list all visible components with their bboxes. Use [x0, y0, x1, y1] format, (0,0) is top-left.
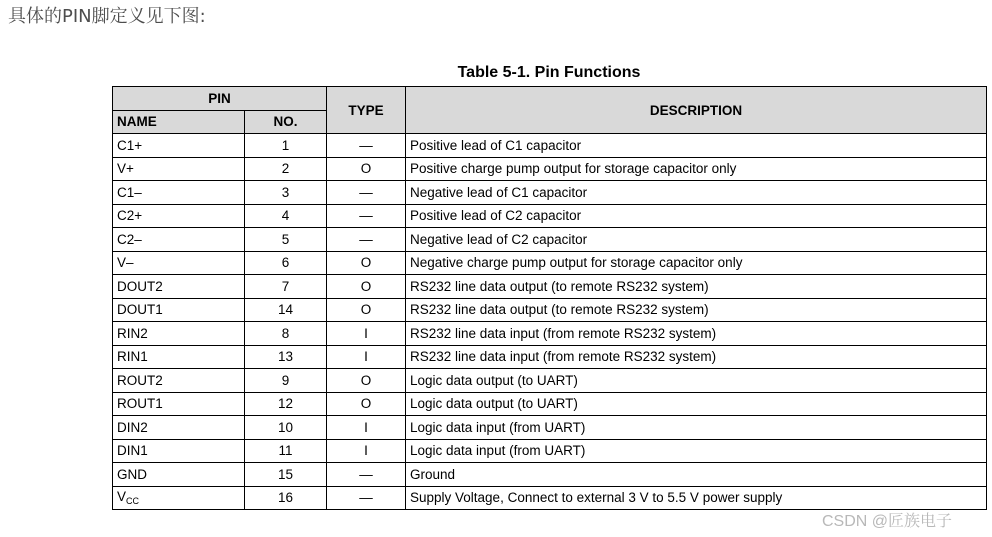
pin-description: RS232 line data input (from remote RS232 system) [406, 322, 987, 346]
pin-name: DIN1 [113, 439, 245, 463]
header-pin: PIN [113, 87, 327, 111]
pin-number: 13 [245, 345, 327, 369]
pin-description: Ground [406, 463, 987, 487]
table-row [113, 298, 987, 322]
pin-number: 11 [245, 439, 327, 463]
pin-name: RIN2 [113, 322, 245, 346]
table-row [113, 275, 987, 299]
pin-type: — [327, 228, 406, 252]
pin-type: — [327, 181, 406, 205]
table-row [113, 204, 987, 228]
pin-type: O [327, 275, 406, 299]
table-body [113, 134, 987, 510]
pin-type: O [327, 369, 406, 393]
pin-type: I [327, 322, 406, 346]
pin-name-subscript: CC [126, 496, 140, 507]
pin-description: Positive lead of C1 capacitor [406, 134, 987, 158]
pin-type: I [327, 439, 406, 463]
pin-name: ROUT1 [113, 392, 245, 416]
pin-description: Positive lead of C2 capacitor [406, 204, 987, 228]
table-row [113, 228, 987, 252]
header-no: NO. [245, 110, 327, 134]
pin-type: O [327, 392, 406, 416]
table-row [113, 181, 987, 205]
pin-description: Supply Voltage, Connect to external 3 V to 5.5 V power supply [406, 486, 987, 510]
watermark: CSDN @匠族电子 [822, 513, 953, 530]
pin-number: 5 [245, 228, 327, 252]
pin-name: RIN1 [113, 345, 245, 369]
table-row [113, 392, 987, 416]
table-row [113, 322, 987, 346]
header-type: TYPE [327, 87, 406, 134]
pin-type: O [327, 251, 406, 275]
pin-number: 14 [245, 298, 327, 322]
pin-name: DOUT2 [113, 275, 245, 299]
pin-number: 3 [245, 181, 327, 205]
pin-name [113, 486, 245, 510]
header-description: DESCRIPTION [406, 87, 987, 134]
intro-text: 具体的PIN脚定义见下图: [8, 6, 206, 27]
table-title [112, 64, 986, 82]
pin-name: V– [113, 251, 245, 275]
pin-name: ROUT2 [113, 369, 245, 393]
pin-description: RS232 line data output (to remote RS232 system) [406, 298, 987, 322]
header-row-top [113, 87, 987, 111]
header-name: NAME [113, 110, 245, 134]
table-row [113, 134, 987, 158]
table-title-text: Table 5-1. Pin Functions [457, 64, 641, 81]
pin-type: — [327, 463, 406, 487]
pin-name-main: V [117, 489, 127, 505]
pin-type: O [327, 157, 406, 181]
table-row [113, 416, 987, 440]
pin-description: Negative lead of C2 capacitor [406, 228, 987, 252]
pin-description: Negative charge pump output for storage capacitor only [406, 251, 987, 275]
pin-type: I [327, 345, 406, 369]
pin-number: 16 [245, 486, 327, 510]
pin-number: 10 [245, 416, 327, 440]
pin-description: Logic data input (from UART) [406, 439, 987, 463]
pin-number: 1 [245, 134, 327, 158]
pin-type: O [327, 298, 406, 322]
table-row-vcc [113, 486, 987, 510]
table-row [113, 463, 987, 487]
pin-number: 15 [245, 463, 327, 487]
pin-number: 8 [245, 322, 327, 346]
pin-description: Logic data output (to UART) [406, 369, 987, 393]
pin-number: 7 [245, 275, 327, 299]
pin-description: RS232 line data input (from remote RS232 system) [406, 345, 987, 369]
pin-name: C1– [113, 181, 245, 205]
table-row [113, 157, 987, 181]
pin-name: DOUT1 [113, 298, 245, 322]
pin-number: 4 [245, 204, 327, 228]
pin-description: RS232 line data output (to remote RS232 system) [406, 275, 987, 299]
table-row [113, 369, 987, 393]
pin-description: Logic data input (from UART) [406, 416, 987, 440]
pin-number: 2 [245, 157, 327, 181]
pin-name: C2– [113, 228, 245, 252]
pin-type: — [327, 486, 406, 510]
pin-name: C1+ [113, 134, 245, 158]
pin-name: C2+ [113, 204, 245, 228]
pin-type: — [327, 204, 406, 228]
pin-type: I [327, 416, 406, 440]
pin-description: Positive charge pump output for storage capacitor only [406, 157, 987, 181]
table-row [113, 251, 987, 275]
pin-number: 9 [245, 369, 327, 393]
pin-description: Negative lead of C1 capacitor [406, 181, 987, 205]
pin-name: V+ [113, 157, 245, 181]
pin-name: GND [113, 463, 245, 487]
table-row [113, 439, 987, 463]
pin-number: 6 [245, 251, 327, 275]
pin-functions-table [112, 86, 987, 510]
pin-number: 12 [245, 392, 327, 416]
pin-type: — [327, 134, 406, 158]
pin-name: DIN2 [113, 416, 245, 440]
table-row [113, 345, 987, 369]
pin-description: Logic data output (to UART) [406, 392, 987, 416]
